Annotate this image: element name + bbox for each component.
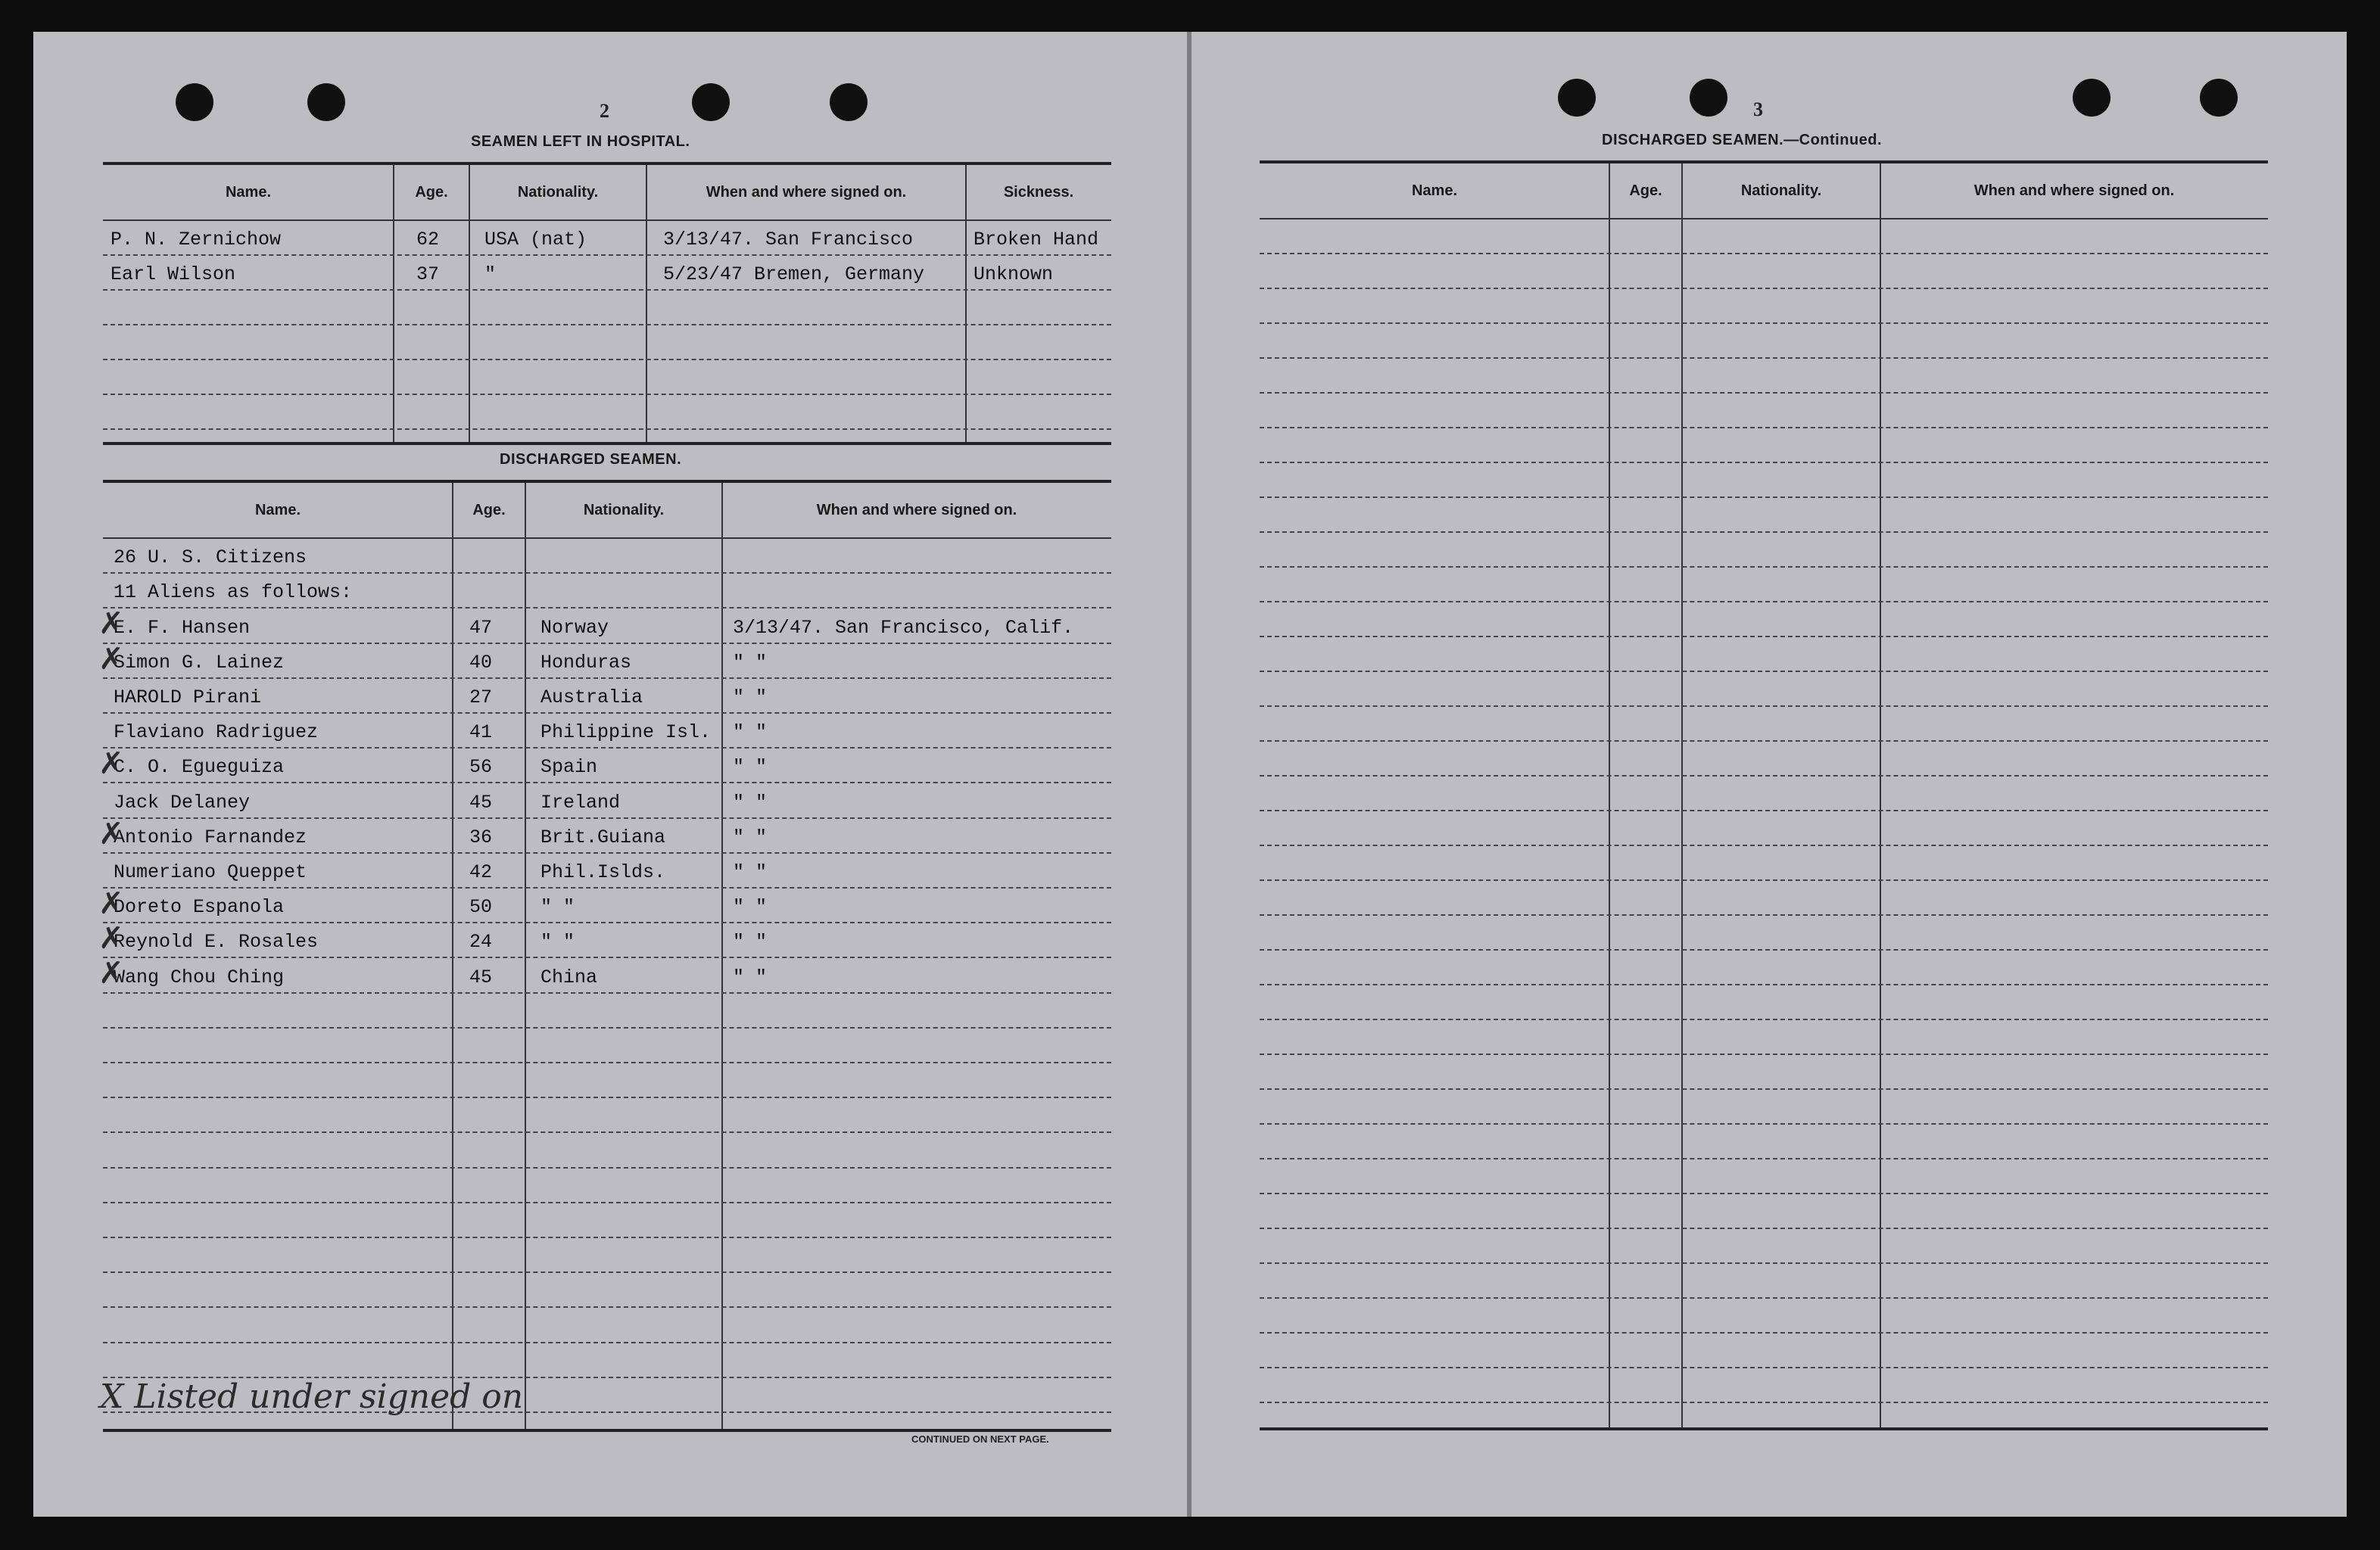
table-cell: 26 U. S. Citizens [114,546,307,569]
discharged-continued-table [1260,160,2268,1430]
table-cell: 27 [469,686,493,708]
check-mark-icon: ✗ [98,641,124,677]
page-fold [1187,32,1192,1517]
column-divider [1681,163,1683,1427]
table-cell: " " [540,896,575,919]
row-rule [1260,984,2268,985]
table-cell: 41 [469,721,493,744]
column-divider [1609,163,1610,1427]
table-cell: " " [540,931,575,954]
table-cell: 36 [469,826,493,848]
table-cell: Simon G. Lainez [114,651,285,674]
table-cell: C. O. Egueguiza [114,756,285,779]
table-cell: " " [733,791,768,814]
column-divider [646,165,647,442]
table-cell: " " [733,826,768,848]
column-divider [721,483,723,1429]
discharged-continued-title: DISCHARGED SEAMEN.—Continued. [1602,132,1883,148]
table-cell: P. N. Zernichow [111,229,282,251]
row-rule [103,607,1111,608]
row-rule [1260,427,2268,428]
column-header: Nationality. [583,502,665,518]
row-rule [103,887,1111,889]
page-number-left: 2 [600,100,609,122]
row-rule [103,782,1111,783]
row-rule [1260,1367,2268,1368]
row-rule [1260,1297,2268,1299]
row-rule [103,677,1111,679]
row-rule [1260,1123,2268,1125]
row-rule [1260,392,2268,394]
row-rule [103,1306,1111,1308]
column-header: Nationality. [1740,182,1822,199]
table-cell: Numeriano Queppet [114,861,307,883]
row-rule [1260,531,2268,533]
row-rule [103,922,1111,923]
row-rule [1260,1402,2268,1403]
table-cell: Philippine Isl. [540,721,712,744]
row-rule [1260,879,2268,881]
table-cell: 11 Aliens as follows: [114,581,353,604]
row-rule [103,852,1111,854]
row-rule [1260,1228,2268,1229]
row-rule [103,957,1111,958]
row-rule [103,817,1111,819]
row-rule [103,643,1111,644]
row-rule [1260,566,2268,568]
table-cell: E. F. Hansen [114,616,251,639]
punch-hole [1558,79,1596,117]
row-rule [103,359,1111,360]
row-rule [1260,1262,2268,1264]
column-header: Name. [1411,182,1458,199]
handwritten-note: X Listed under signed on [100,1377,524,1416]
column-divider [525,483,526,1429]
table-cell: " " [733,896,768,919]
table-cell: 5/23/47 Bremen, Germany [663,263,925,285]
table-cell: Reynold E. Rosales [114,931,319,954]
row-rule [1260,810,2268,811]
row-rule [1260,845,2268,846]
table-cell: Spain [540,756,598,779]
column-divider [1880,163,1881,1427]
table-cell: 3/13/47. San Francisco [663,229,914,251]
table-cell: 24 [469,931,493,954]
table-cell: Antonio Farnandez [114,826,307,848]
column-header: Name. [225,184,272,201]
punch-hole [1690,79,1727,117]
row-rule [1260,1158,2268,1159]
table-cell: " " [733,861,768,883]
hospital-section-title: SEAMEN LEFT IN HOSPITAL. [471,133,690,150]
column-header: Age. [1629,182,1662,199]
column-header: When and where signed on. [706,184,907,201]
column-divider [393,165,394,442]
table-cell: Earl Wilson [111,263,236,285]
row-rule [1260,462,2268,463]
table-cell: 50 [469,896,493,919]
check-mark-icon: ✗ [98,606,124,642]
table-cell: Jack Delaney [114,791,251,814]
row-rule [103,289,1111,291]
row-rule [103,572,1111,574]
row-rule [1260,705,2268,707]
row-rule [103,1062,1111,1063]
column-divider [452,483,453,1429]
table-cell: Wang Chou Ching [114,966,285,988]
table-cell: Brit.Guiana [540,826,666,848]
column-header: Nationality. [517,184,599,201]
column-header: When and where signed on. [1973,182,2175,199]
row-rule [103,747,1111,749]
row-rule [103,1131,1111,1133]
punch-hole [830,83,868,121]
table-cell: " " [733,931,768,954]
row-rule [103,712,1111,714]
row-rule [103,428,1111,430]
check-mark-icon: ✗ [98,921,124,957]
discharged-table [98,480,1111,1432]
table-cell: Australia [540,686,643,708]
row-rule [1260,1088,2268,1090]
table-cell: HAROLD Pirani [114,686,262,708]
continued-note: CONTINUED ON NEXT PAGE. [911,1433,1049,1445]
table-cell: 37 [416,263,440,285]
table-cell: Doreto Espanola [114,896,285,919]
row-rule [1260,288,2268,289]
check-mark-icon: ✗ [98,886,124,921]
row-rule [1260,740,2268,742]
table-cell: 42 [469,861,493,883]
table-cell: Ireland [540,791,621,814]
row-rule [1260,671,2268,672]
table-cell: Broken Hand [973,229,1099,251]
row-rule [103,1027,1111,1029]
column-header: Age. [472,502,506,518]
row-rule [1260,1019,2268,1020]
row-rule [103,1202,1111,1203]
table-cell: 62 [416,229,440,251]
table-cell: " " [733,651,768,674]
discharged-section-title: DISCHARGED SEAMEN. [500,451,682,468]
row-rule [1260,601,2268,602]
table-cell: " " [733,756,768,779]
row-rule [103,254,1111,256]
row-rule [1260,1054,2268,1055]
table-cell: Phil.Islds. [540,861,666,883]
row-rule [103,1097,1111,1098]
page-number-right: 3 [1753,98,1763,120]
table-cell: " " [733,686,768,708]
table-cell: Unknown [973,263,1054,285]
column-header: Sickness. [1003,184,1074,201]
check-mark-icon: ✗ [98,816,124,851]
row-rule [103,394,1111,395]
row-rule [103,1342,1111,1343]
punch-hole [2200,79,2238,117]
row-rule [1260,775,2268,777]
check-mark-icon: ✗ [98,746,124,782]
table-cell: 45 [469,791,493,814]
table-cell: USA (nat) [484,229,587,251]
table-cell: Honduras [540,651,632,674]
table-cell: 56 [469,756,493,779]
table-cell: " " [733,721,768,744]
row-rule [103,1271,1111,1273]
punch-hole [176,83,213,121]
table-cell: China [540,966,598,988]
table-cell: 45 [469,966,493,988]
row-rule [1260,322,2268,324]
column-header: Name. [254,502,301,518]
row-rule [1260,496,2268,498]
punch-hole [692,83,730,121]
row-rule [1260,1332,2268,1334]
row-rule [103,1237,1111,1238]
row-rule [1260,253,2268,254]
row-rule [1260,949,2268,951]
table-cell: 3/13/47. San Francisco, Calif. [733,616,1074,639]
row-rule [1260,357,2268,359]
row-rule [1260,1193,2268,1194]
table-cell: " " [733,966,768,988]
column-divider [965,165,967,442]
punch-hole [307,83,345,121]
table-cell: 47 [469,616,493,639]
table-cell: " [484,263,497,285]
row-rule [1260,636,2268,637]
row-rule [103,324,1111,325]
table-cell: Norway [540,616,609,639]
hospital-table [103,162,1111,445]
table-cell: Flaviano Radriguez [114,721,319,744]
punch-hole [2073,79,2111,117]
row-rule [1260,914,2268,916]
row-rule [103,992,1111,994]
column-header: Age. [415,184,448,201]
row-rule [103,1167,1111,1169]
check-mark-icon: ✗ [98,956,124,991]
column-divider [469,165,470,442]
table-cell: 40 [469,651,493,674]
column-header: When and where signed on. [816,502,1017,518]
